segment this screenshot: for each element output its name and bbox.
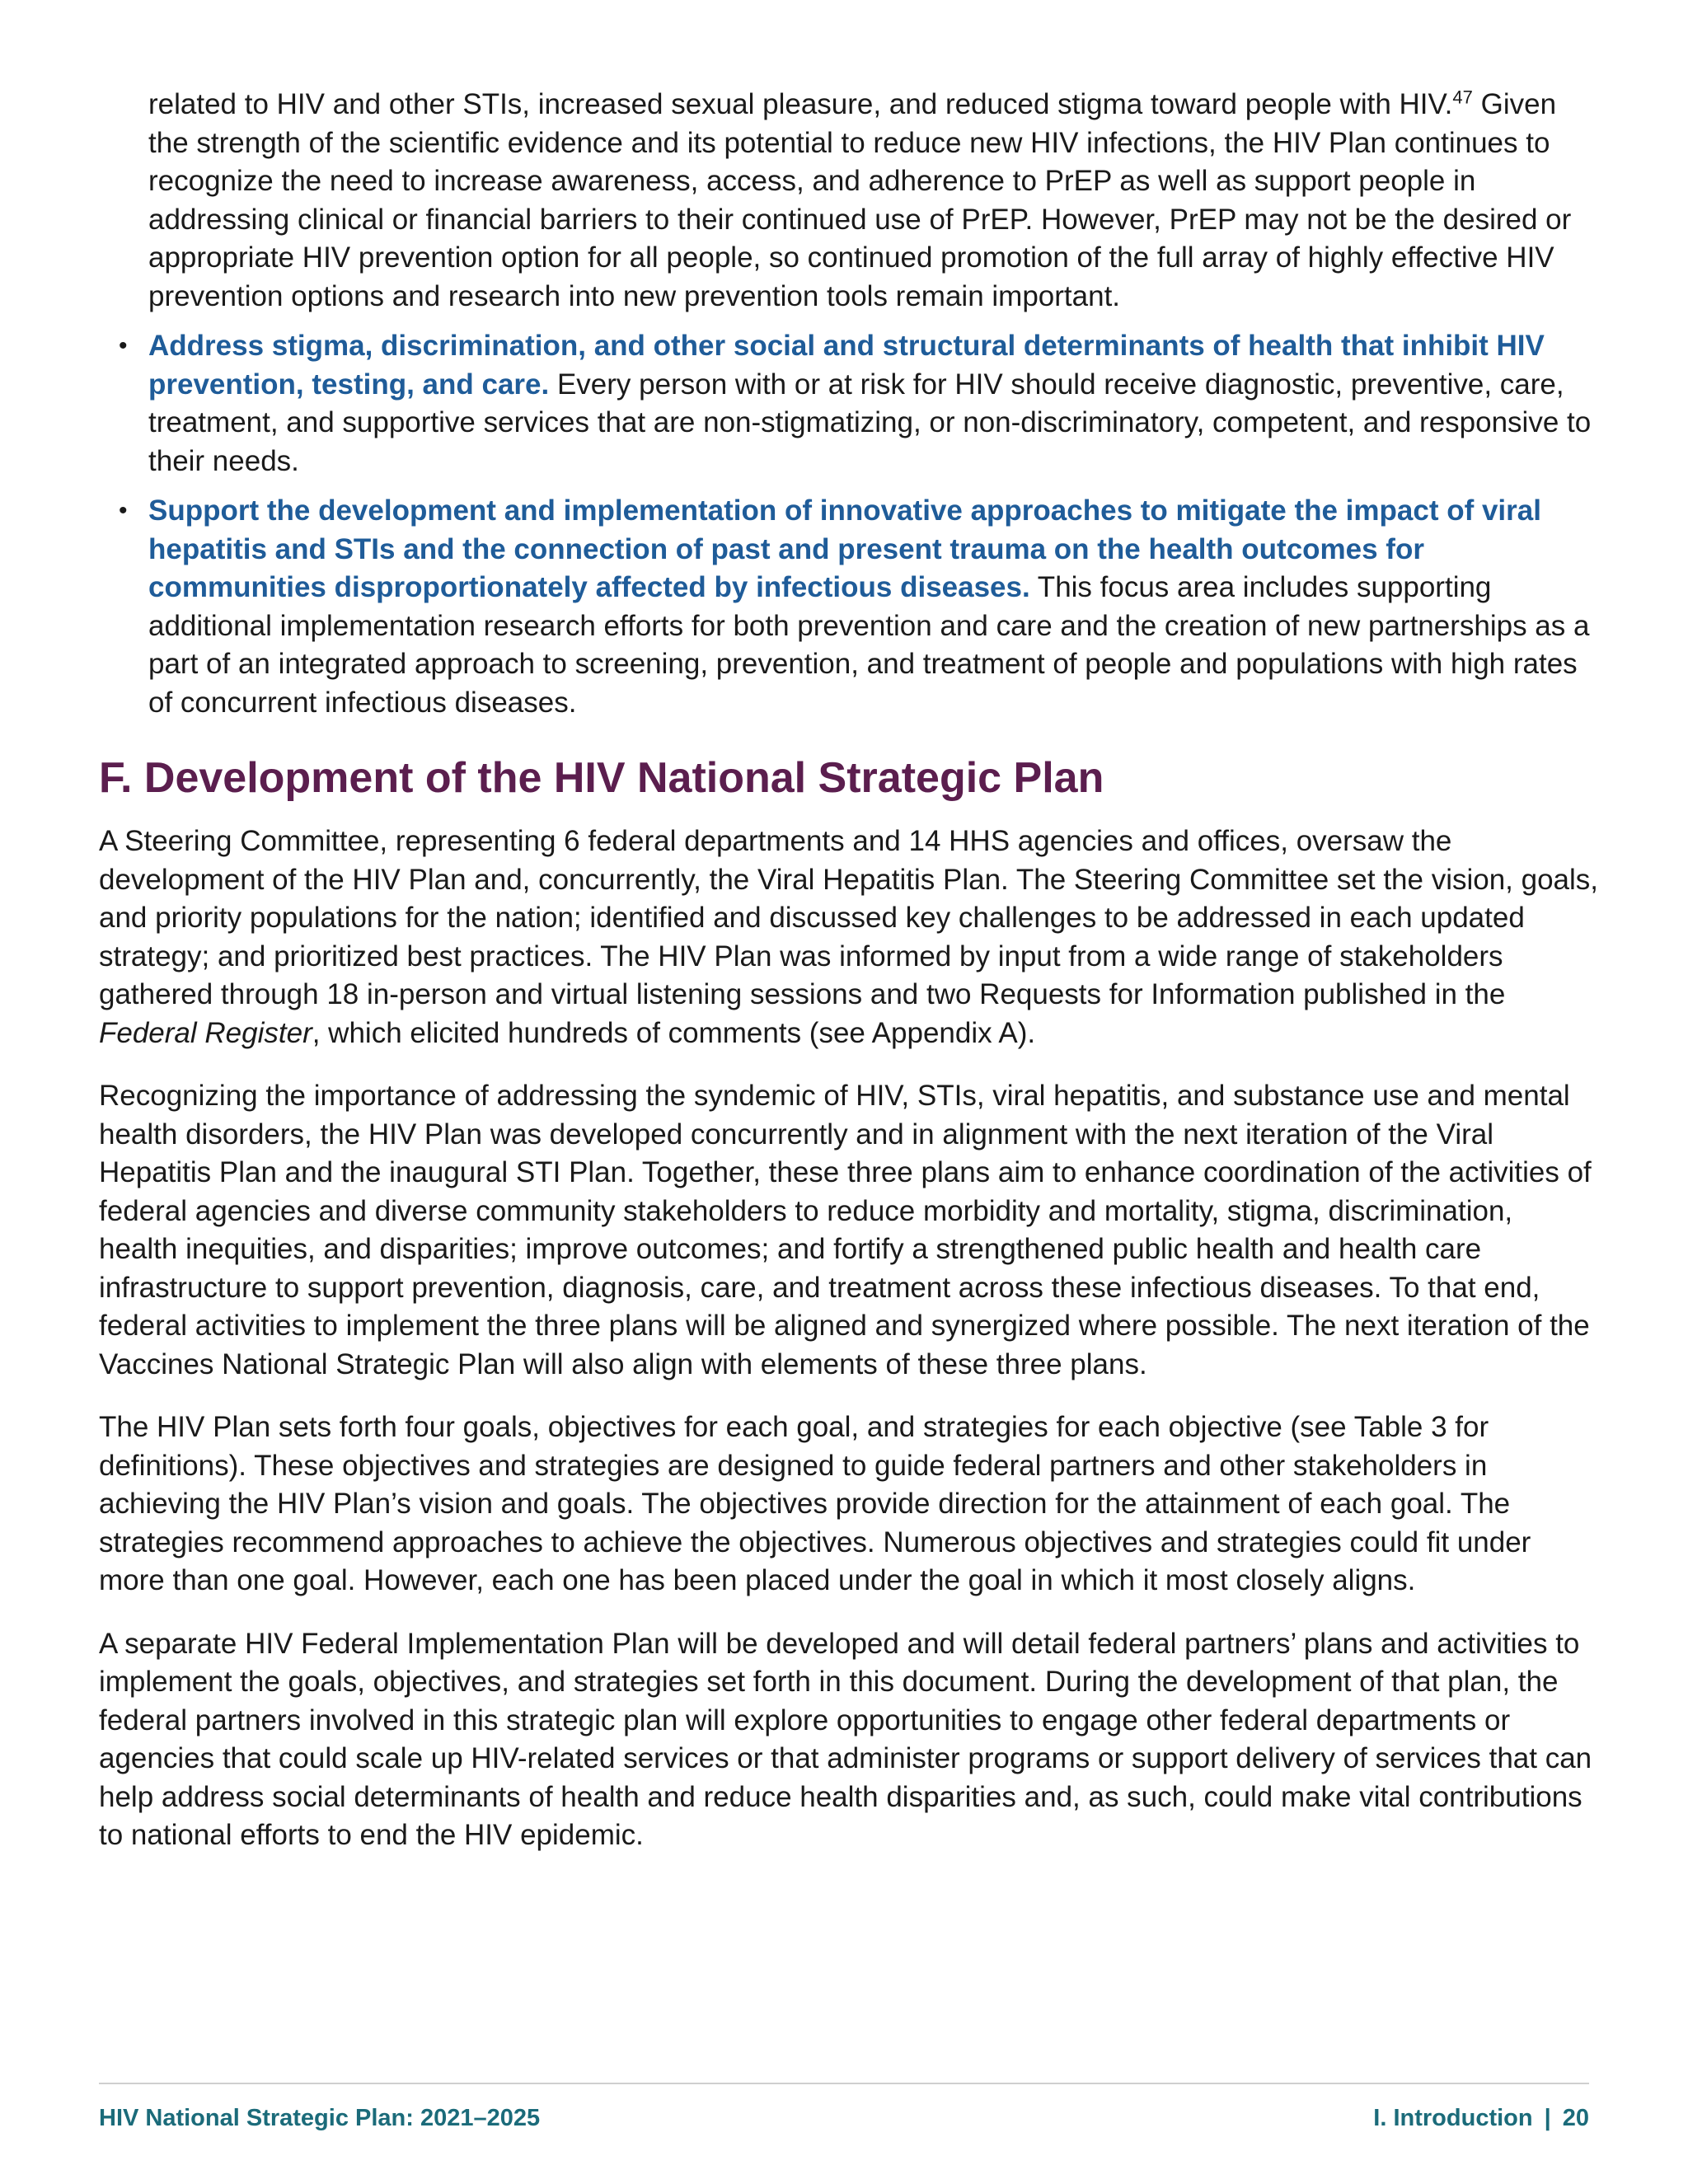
- body-paragraph: [99, 823, 1599, 1052]
- bullet-lead: Address stigma, discrimination, and other social and structural determinants of health that inhibit HIV prevention, testing, and care.: [148, 330, 1545, 401]
- bullet-marker: •: [119, 332, 128, 359]
- footer-page-info: [1373, 2103, 1589, 2133]
- focus-area-list: [99, 327, 1599, 722]
- publication-title: Federal Register: [99, 1016, 312, 1049]
- paragraph-text: , which elicited hundreds of comments (see Appendix A).: [312, 1016, 1036, 1049]
- body-paragraph: A separate HIV Federal Implementation Plan will be developed and will detail federal partners’ plans and activities to implement the goals, objectives, and strategies set forth in this document. During the development of that plan, the federal partners involved in this strategic plan will explore opportunities to engage other federal departments or agencies that could scale up HIV-related services or that administer programs or support delivery of services that can help address social determinants of health and reduce health disparities and, as such, could make vital contributions to national efforts to end the HIV epidemic.: [99, 1627, 1592, 1851]
- bullet-marker: •: [119, 497, 128, 524]
- body-paragraph: The HIV Plan sets forth four goals, objectives for each goal, and strategies for each objective (see Table 3 for definitions). These objectives and strategies are designed to guide federal partners and other stakeholders in achieving the HIV Plan’s vision and goals. The objectives provide direction for the attainment of each goal. The strategies recommend approaches to achieve the objectives. Numerous objectives and strategies could fit under more than one goal. However, each one has been placed under the goal in which it most closely aligns.: [99, 1411, 1531, 1596]
- bullet-text: Every person with or at risk for HIV should receive diagnostic, preventive, care, treatment, and supportive services that are non-stigmatizing, or non-discriminatory, competent, and responsive to their needs.: [148, 368, 1592, 477]
- body-paragraph: Recognizing the importance of addressing the syndemic of HIV, STIs, viral hepatitis, and substance use and mental health disorders, the HIV Plan was developed concurrently and in alignment with the next iteration of the Viral Hepatitis Plan and the inaugural STI Plan. Together, these three plans aim to enhance coordination of the activities of federal agencies and diverse community stakeholders to reduce morbidity and mortality, stigma, discrimination, health inequities, and disparities; improve outcomes; and fortify a strengthened public health and health care infrastructure to support prevention, diagnosis, care, and treatment across these infectious diseases. To that end, federal activities to implement the three plans will be aligned and synergized where possible. The next iteration of the Vaccines National Strategic Plan will also align with elements of these three plans.: [99, 1080, 1592, 1380]
- page-content: [99, 86, 1599, 1880]
- continued-paragraph-text-after: Given the strength of the scientific evidence and its potential to reduce new HIV infections, the HIV Plan continues to recognize the need to increase awareness, access, and adherence to PrEP as well as support people in addressing clinical or financial barriers to their continued use of PrEP. However, PrEP may not be the desired or appropriate HIV prevention option for all people, so continued promotion of the full array of highly effective HIV prevention options and research into new prevention tools remain important.: [148, 88, 1572, 312]
- footer-chapter: I. Introduction: [1373, 2105, 1533, 2131]
- list-item: [119, 327, 1599, 480]
- footnote-ref[interactable]: 47: [1452, 87, 1473, 108]
- paragraph-text: A Steering Committee, representing 6 federal departments and 14 HHS agencies and offices, oversaw the development of the HIV Plan and, concurrently, the Viral Hepatitis Plan. The Steering Committee set the vision, goals, and priority populations for the nation; identified and discussed key challenges to be addressed in each updated strategy; and prioritized best practices. The HIV Plan was informed by input from a wide range of stakeholders gathered through 18 in-person and virtual listening sessions and two Requests for Information published in the: [99, 825, 1599, 1010]
- bullet-text: This focus area includes supporting additional implementation research efforts for both prevention and care and the creation of new partnerships as a part of an integrated approach to screening, prevention, and treatment of people and populations with high rates of concurrent infectious diseases.: [148, 571, 1590, 719]
- footer-divider: [99, 2083, 1589, 2084]
- section-heading: F. Development of the HIV National Strategic Plan: [99, 754, 1104, 802]
- footer-document-title: HIV National Strategic Plan: 2021–2025: [99, 2105, 541, 2131]
- footer-separator: |: [1544, 2105, 1551, 2131]
- bullet-lead: Support the development and implementation of innovative approaches to mitigate the impact of viral hepatitis and STIs and the connection of past and present trauma on the health outcomes for communities disproportionately affected by infectious diseases.: [148, 494, 1541, 603]
- footer-page-number: 20: [1562, 2105, 1589, 2131]
- continued-paragraph-text: related to HIV and other STIs, increased sexual pleasure, and reduced stigma toward people with HIV.: [148, 88, 1453, 120]
- list-item: [119, 492, 1599, 722]
- continued-paragraph: [148, 86, 1599, 316]
